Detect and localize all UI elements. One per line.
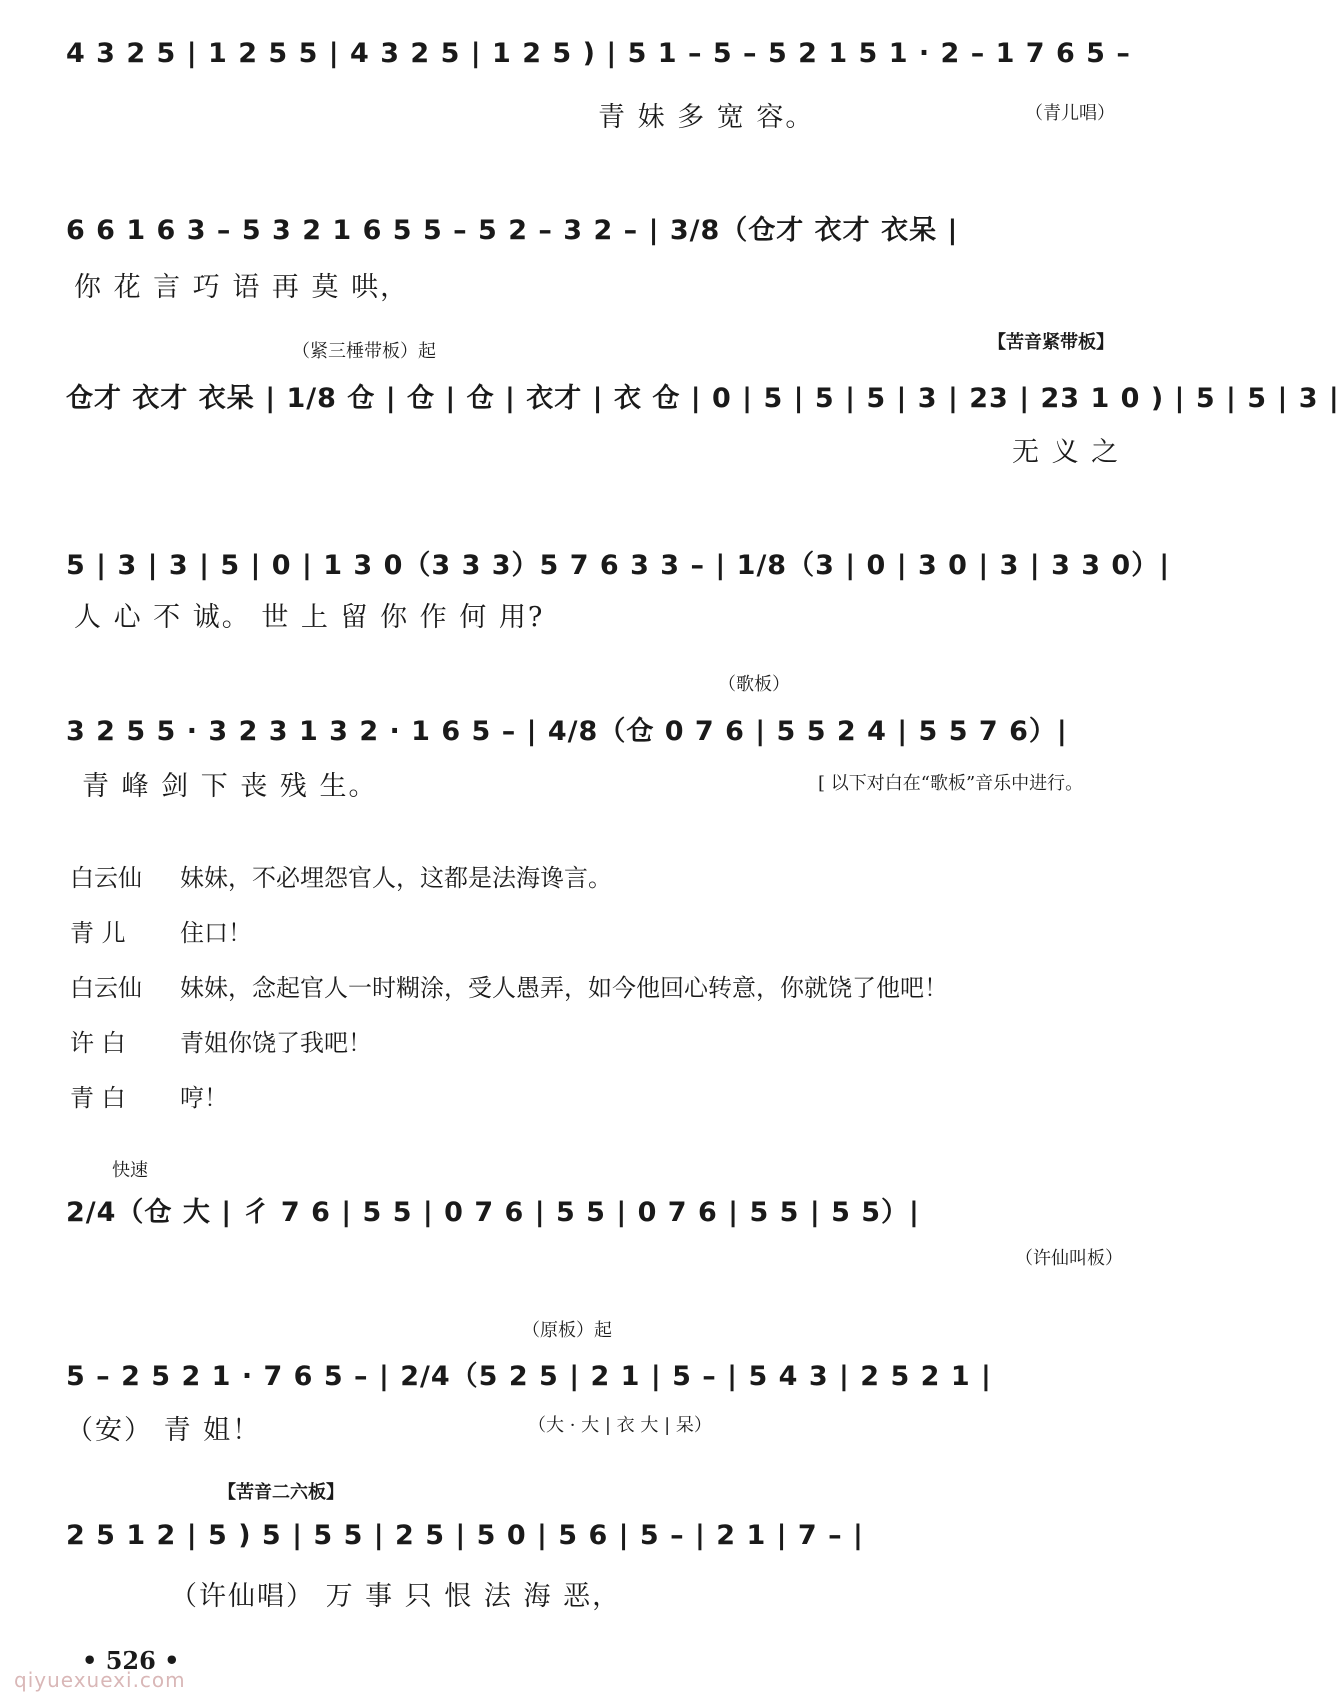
dialogue-text: 妹妹，不必埋怨官人，这都是法海谗言。 [180, 864, 612, 892]
dialogue-text: 哼！ [180, 1084, 228, 1112]
score-line-6: 2/4（仓 大 | 彳 7 6 | 5 5 | 0 7 6 | 5 5 | 0 7 6 | 5 5 | 5 5）| [66, 1197, 920, 1228]
tempo-marking-3: 快速 [112, 1160, 148, 1181]
call-note: （许仙叫板） [1015, 1248, 1123, 1269]
score-line-5: 3 2 5 5 · 3 2 3 1 3 2 · 1 6 5 – | 4/8（仓 0 7 6 | 5 5 2 4 | 5 5 7 6）| [66, 716, 1068, 747]
score-line-2: 6 6 1 6 3 – 5 3 2 1 6 5 5 – 5 2 – 3 2 – | 3/8（仓才 衣才 衣呆 | [66, 215, 959, 246]
dialogue-role: 青 白 [70, 1084, 126, 1112]
tempo-marking-2: （歌板） [718, 674, 790, 695]
lyrics-line-8: （许仙唱） 万 事 只 恨 法 海 恶， [170, 1581, 622, 1612]
tempo-marking-1: （紧三棰带板）起 [292, 341, 436, 362]
page-number: • 526 • [82, 1646, 180, 1675]
tempo-marking-4: （原板）起 [522, 1320, 612, 1341]
score-line-1: 4 3 2 5 | 1 2 5 5 | 4 3 2 5 | 1 2 5 ) | 5 1 – 5 – 5 2 1 5 1 · 2 – 1 7 6 5 – [66, 38, 1131, 69]
lyrics-line-1: 青 妹 多 宽 容。 [598, 102, 815, 133]
section-title-2: 【苦音二六板】 [218, 1482, 344, 1503]
dialogue-role: 青 儿 [70, 919, 126, 947]
score-line-4: 5 | 3 | 3 | 5 | 0 | 1 3 0（3 3 3）5 7 6 3 3 – | 1/8（3 | 0 | 3 0 | 3 | 3 3 0）| [66, 550, 1171, 581]
score-line-3: 仓才 衣才 衣呆 | 1/8 仓 | 仓 | 仓 | 衣才 | 衣 仓 | 0 | 5 | 5 | 5 | 3 | 23 | 23 1 0 ) | 5 | 5 | 3 | [66, 383, 1340, 414]
dialogue-role: 许 白 [70, 1029, 126, 1057]
dialogue-text: 妹妹，念起官人一时糊涂，受人愚弄，如今他回心转意，你就饶了他吧！ [180, 974, 948, 1002]
lyrics-line-4: 人 心 不 诚。 世 上 留 你 作 何 用? [74, 602, 545, 633]
score-line-7: 5 – 2 5 2 1 · 7 6 5 – | 2/4（5 2 5 | 2 1 | 5 – | 5 4 3 | 2 5 2 1 | [66, 1361, 992, 1392]
section-title-1: 【苦音紧带板】 [988, 332, 1114, 353]
lyrics-line-5: 青 峰 剑 下 丧 残 生。 [82, 771, 378, 802]
dialogue-text: 住口！ [180, 919, 252, 947]
dialogue-role: 白云仙 [70, 864, 142, 892]
dialogue-text: 青姐你饶了我吧！ [180, 1029, 372, 1057]
percussion-line: （大 · 大 | 衣 大 | 呆） [528, 1415, 712, 1436]
lyrics-line-7: （安） 青 姐！ [66, 1415, 262, 1446]
singer-note-1: （青儿唱） [1025, 103, 1115, 124]
dialogue-note: [ 以下对白在“歌板”音乐中进行。 [818, 773, 1084, 794]
score-line-8: 2 5 1 2 | 5 ) 5 | 5 5 | 2 5 | 5 0 | 5 6 | 5 – | 2 1 | 7 – | [66, 1520, 864, 1551]
dialogue-role: 白云仙 [70, 974, 142, 1002]
lyrics-line-2: 你 花 言 巧 语 再 莫 哄， [74, 272, 410, 303]
watermark: qiyuexuexi.com [14, 1668, 186, 1692]
lyrics-line-3: 无 义 之 [1012, 437, 1121, 468]
